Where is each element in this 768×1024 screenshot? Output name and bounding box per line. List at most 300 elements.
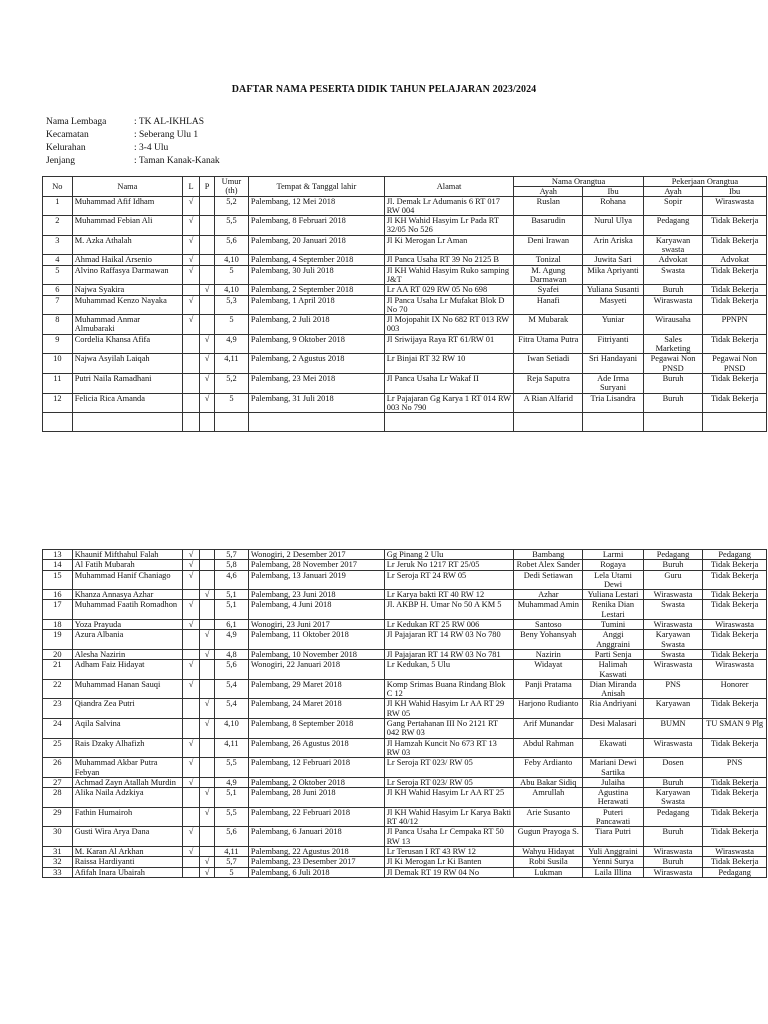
- cell-nama: Cordelia Khansa Afifa: [72, 334, 182, 354]
- cell-ayah: Fitra Utama Putra: [514, 334, 583, 354]
- cell-ttl: Palembang, 2 Juli 2018: [248, 315, 384, 335]
- cell-ibu: [583, 413, 644, 432]
- cell-no: 6: [43, 285, 73, 295]
- table-row: [43, 590, 767, 600]
- cell-no: 10: [43, 354, 73, 374]
- table-row: [43, 758, 767, 778]
- cell-no: 33: [43, 867, 73, 877]
- cell-no: 28: [43, 788, 73, 808]
- header-pekerjaan: Pekerjaan Orangtua: [643, 177, 766, 187]
- cell-pekerjaan-ibu: Tidak Bekerja: [703, 570, 767, 590]
- cell-l: [183, 649, 200, 659]
- table-row: [43, 354, 767, 374]
- cell-ibu: Lela Utami Dewi: [583, 570, 644, 590]
- cell-alamat: Jl Pajajaran RT 14 RW 03 No 780: [384, 630, 514, 650]
- cell-alamat: Lr Binjai RT 32 RW 10: [384, 354, 514, 374]
- cell-no: 5: [43, 265, 73, 285]
- cell-ibu: Halimah Kaswati: [583, 660, 644, 680]
- cell-nama: Azura Albania: [72, 630, 182, 650]
- info-value: : Taman Kanak-Kanak: [134, 156, 220, 166]
- cell-ttl: Palembang, 20 Januari 2018: [248, 235, 384, 255]
- cell-ttl: Palembang, 26 Agustus 2018: [248, 738, 384, 758]
- cell-nama: Muhammad Hanif Chaniago: [72, 570, 182, 590]
- info-row-kelurahan: [46, 142, 220, 155]
- cell-pekerjaan-ibu: PNS: [703, 758, 767, 778]
- cell-pekerjaan-ayah: Pedagang: [643, 550, 702, 560]
- cell-ttl: Palembang, 6 Januari 2018: [248, 827, 384, 847]
- table-row: [43, 334, 767, 354]
- cell-nama: Khanza Annasya Azhar: [72, 590, 182, 600]
- cell-alamat: Jl Sriwijaya Raya RT 61/RW 01: [384, 334, 514, 354]
- cell-ttl: Palembang, 24 Maret 2018: [248, 699, 384, 719]
- cell-alamat: Gang Pertahanan III No 2121 RT 042 RW 03: [384, 719, 514, 739]
- table-row: [43, 216, 767, 236]
- cell-p: [200, 570, 215, 590]
- cell-l: √: [183, 827, 200, 847]
- cell-ayah: Harjono Rudianto: [514, 699, 583, 719]
- cell-p: [200, 660, 215, 680]
- institution-info: [46, 116, 220, 168]
- cell-pekerjaan-ayah: Buruh: [643, 373, 702, 393]
- cell-pekerjaan-ibu: Wiraswasta: [703, 620, 767, 630]
- cell-p: [200, 738, 215, 758]
- cell-ayah: Bambang: [514, 550, 583, 560]
- cell-l: √: [183, 758, 200, 778]
- cell-ttl: Palembang, 2 September 2018: [248, 285, 384, 295]
- header-pekerjaan-ibu: Ibu: [703, 187, 767, 196]
- cell-pekerjaan-ayah: Karyawan Swasta: [643, 630, 702, 650]
- cell-ayah: Dedi Setiawan: [514, 570, 583, 590]
- cell-pekerjaan-ibu: [703, 413, 767, 432]
- cell-nama: Muhammad Kenzo Nayaka: [72, 295, 182, 315]
- cell-nama: Muhammad Hanan Sauqi: [72, 679, 182, 699]
- cell-no: 21: [43, 660, 73, 680]
- cell-no: 2: [43, 216, 73, 236]
- cell-nama: Yoza Prayuda: [72, 620, 182, 630]
- cell-alamat: [384, 413, 514, 432]
- cell-l: [183, 807, 200, 827]
- header-ibu: Ibu: [583, 187, 644, 196]
- cell-nama: Felicia Rica Amanda: [72, 393, 182, 413]
- cell-alamat: Jl Panca Usaha Lr Wakaf II: [384, 373, 514, 393]
- cell-ttl: Palembang, 4 Juni 2018: [248, 600, 384, 620]
- table-row: [43, 315, 767, 335]
- table-row: [43, 393, 767, 413]
- cell-pekerjaan-ayah: Dosen: [643, 758, 702, 778]
- cell-alamat: Jl Demak RT 19 RW 04 No: [384, 867, 514, 877]
- cell-alamat: Lr Kedukan, 5 Ulu: [384, 660, 514, 680]
- cell-ibu: Yuliana Susanti: [583, 285, 644, 295]
- cell-ttl: Palembang, 2 Oktober 2018: [248, 777, 384, 787]
- cell-p: [200, 235, 215, 255]
- cell-p: [200, 413, 215, 432]
- cell-pekerjaan-ayah: Swasta: [643, 265, 702, 285]
- cell-pekerjaan-ayah: Buruh: [643, 827, 702, 847]
- cell-no: 29: [43, 807, 73, 827]
- cell-pekerjaan-ibu: PPNPN: [703, 315, 767, 335]
- cell-pekerjaan-ayah: Swasta: [643, 649, 702, 659]
- table-row: [43, 679, 767, 699]
- cell-nama: Achmad Zayn Atallah Murdin: [72, 777, 182, 787]
- cell-ibu: Fitriyanti: [583, 334, 644, 354]
- cell-alamat: Lr Karya bakti RT 40 RW 12: [384, 590, 514, 600]
- cell-umur: 5,6: [214, 660, 248, 680]
- cell-p: [200, 827, 215, 847]
- cell-umur: 5: [214, 265, 248, 285]
- cell-ibu: Parti Senja: [583, 649, 644, 659]
- cell-umur: 4,11: [214, 846, 248, 856]
- cell-umur: 4,6: [214, 570, 248, 590]
- cell-pekerjaan-ibu: Pedagang: [703, 867, 767, 877]
- cell-p: [200, 216, 215, 236]
- cell-nama: M. Karan Al Arkhan: [72, 846, 182, 856]
- cell-umur: 5,7: [214, 550, 248, 560]
- cell-pekerjaan-ayah: Buruh: [643, 285, 702, 295]
- cell-pekerjaan-ayah: [643, 413, 702, 432]
- cell-ttl: Palembang, 28 November 2017: [248, 560, 384, 570]
- cell-ttl: Palembang, 31 Juli 2018: [248, 393, 384, 413]
- cell-ttl: Palembang, 13 Januari 2019: [248, 570, 384, 590]
- cell-ibu: Ekawati: [583, 738, 644, 758]
- cell-ayah: M. Agung Darmawan: [514, 265, 583, 285]
- cell-l: [183, 590, 200, 600]
- cell-l: √: [183, 255, 200, 265]
- table-row: [43, 699, 767, 719]
- cell-l: √: [183, 660, 200, 680]
- cell-alamat: Jl Ki Merogan Lr Aman: [384, 235, 514, 255]
- cell-pekerjaan-ibu: Tidak Bekerja: [703, 235, 767, 255]
- info-value: : TK AL-IKHLAS: [134, 117, 205, 127]
- cell-p: √: [200, 699, 215, 719]
- cell-p: [200, 315, 215, 335]
- cell-ttl: Wonogiri, 22 Januari 2018: [248, 660, 384, 680]
- cell-no: 16: [43, 590, 73, 600]
- cell-umur: 4,9: [214, 334, 248, 354]
- cell-nama: Muhammad Akbar Putra Febyan: [72, 758, 182, 778]
- cell-umur: 5,1: [214, 590, 248, 600]
- cell-ibu: Mika Apriyanti: [583, 265, 644, 285]
- cell-ayah: Amrullah: [514, 788, 583, 808]
- table-body-page1: [43, 196, 767, 432]
- table-row: [43, 827, 767, 847]
- table-row: [43, 660, 767, 680]
- cell-ibu: Ade Irma Suryani: [583, 373, 644, 393]
- cell-alamat: Lr Terusan I RT 43 RW 12: [384, 846, 514, 856]
- cell-ttl: Palembang, 8 September 2018: [248, 719, 384, 739]
- cell-ibu: Tiara Putri: [583, 827, 644, 847]
- cell-pekerjaan-ibu: Tidak Bekerja: [703, 630, 767, 650]
- cell-umur: 6,1: [214, 620, 248, 630]
- table-row: [43, 265, 767, 285]
- cell-ayah: Iwan Setiadi: [514, 354, 583, 374]
- table-row: [43, 807, 767, 827]
- cell-pekerjaan-ayah: Wiraswasta: [643, 620, 702, 630]
- cell-alamat: Gg Pinang 2 Ulu: [384, 550, 514, 560]
- cell-nama: Muhammad Anmar Almubaraki: [72, 315, 182, 335]
- cell-ibu: Tumini: [583, 620, 644, 630]
- cell-umur: 4,10: [214, 285, 248, 295]
- cell-nama: Afifah Inara Ubairah: [72, 867, 182, 877]
- table-row: [43, 570, 767, 590]
- cell-no: 12: [43, 393, 73, 413]
- cell-ttl: Palembang, 8 Februari 2018: [248, 216, 384, 236]
- cell-pekerjaan-ayah: Buruh: [643, 777, 702, 787]
- cell-umur: 5,8: [214, 560, 248, 570]
- cell-p: √: [200, 857, 215, 867]
- table-row: [43, 620, 767, 630]
- cell-pekerjaan-ibu: Tidak Bekerja: [703, 285, 767, 295]
- cell-umur: 4,11: [214, 738, 248, 758]
- cell-alamat: Lr Jeruk No 1217 RT 25/05: [384, 560, 514, 570]
- cell-nama: Ahmad Haikal Arsenio: [72, 255, 182, 265]
- cell-pekerjaan-ibu: Tidak Bekerja: [703, 600, 767, 620]
- cell-alamat: Jl Hamzah Kuncit No 673 RT 13 RW 03: [384, 738, 514, 758]
- cell-ttl: Wonogiri, 23 Juni 2017: [248, 620, 384, 630]
- cell-alamat: Lr Seroja RT 023/ RW 05: [384, 758, 514, 778]
- cell-p: [200, 758, 215, 778]
- cell-pekerjaan-ibu: Pedagang: [703, 550, 767, 560]
- table-row: [43, 235, 767, 255]
- table-row: [43, 777, 767, 787]
- cell-no: 1: [43, 196, 73, 216]
- cell-pekerjaan-ibu: Wiraswasta: [703, 196, 767, 216]
- cell-p: [200, 265, 215, 285]
- cell-pekerjaan-ayah: Advokat: [643, 255, 702, 265]
- cell-ibu: Larmi: [583, 550, 644, 560]
- cell-pekerjaan-ibu: Tidak Bekerja: [703, 393, 767, 413]
- cell-pekerjaan-ayah: Wiraswasta: [643, 738, 702, 758]
- cell-ttl: Palembang, 23 Juni 2018: [248, 590, 384, 600]
- table-row: [43, 867, 767, 877]
- cell-p: [200, 295, 215, 315]
- cell-nama: Aqila Salvina: [72, 719, 182, 739]
- cell-nama: Muhammad Febian Ali: [72, 216, 182, 236]
- cell-no: 4: [43, 255, 73, 265]
- cell-p: [200, 196, 215, 216]
- cell-p: √: [200, 630, 215, 650]
- cell-pekerjaan-ibu: TU SMAN 9 Plg: [703, 719, 767, 739]
- cell-l: [183, 373, 200, 393]
- cell-no: 19: [43, 630, 73, 650]
- cell-ayah: Syafei: [514, 285, 583, 295]
- cell-nama: Gusti Wira Arya Dana: [72, 827, 182, 847]
- cell-nama: Muhammad Faatih Romadhon: [72, 600, 182, 620]
- info-row-jenjang: [46, 155, 220, 168]
- cell-l: [183, 630, 200, 650]
- cell-p: [200, 550, 215, 560]
- cell-alamat: Jl Ki Merogan Lr Ki Banten: [384, 857, 514, 867]
- cell-alamat: Jl. AKBP H. Umar No 50 A KM 5: [384, 600, 514, 620]
- cell-ayah: Muhammad Amin: [514, 600, 583, 620]
- cell-pekerjaan-ibu: Tidak Bekerja: [703, 827, 767, 847]
- cell-umur: 4,9: [214, 630, 248, 650]
- table-row: [43, 630, 767, 650]
- cell-l: √: [183, 600, 200, 620]
- cell-ttl: Palembang, 11 Oktober 2018: [248, 630, 384, 650]
- cell-no: 27: [43, 777, 73, 787]
- cell-ttl: Palembang, 12 Mei 2018: [248, 196, 384, 216]
- table-row: [43, 285, 767, 295]
- cell-pekerjaan-ibu: Tidak Bekerja: [703, 590, 767, 600]
- cell-p: √: [200, 334, 215, 354]
- cell-ttl: Palembang, 23 Desember 2017: [248, 857, 384, 867]
- cell-pekerjaan-ibu: Wiraswasta: [703, 660, 767, 680]
- cell-nama: Najwa Syakira: [72, 285, 182, 295]
- cell-ayah: Reja Saputra: [514, 373, 583, 393]
- header-ayah: Ayah: [514, 187, 583, 196]
- cell-nama: Rais Dzaky Alhafizh: [72, 738, 182, 758]
- cell-alamat: Lr AA RT 029 RW 05 No 698: [384, 285, 514, 295]
- cell-no: 30: [43, 827, 73, 847]
- cell-pekerjaan-ibu: Tidak Bekerja: [703, 788, 767, 808]
- cell-no: 32: [43, 857, 73, 867]
- cell-l: [183, 719, 200, 739]
- cell-umur: 4,11: [214, 354, 248, 374]
- cell-pekerjaan-ayah: Wiraswasta: [643, 846, 702, 856]
- cell-nama: Muhammad Afif Idham: [72, 196, 182, 216]
- cell-pekerjaan-ayah: Karyawan: [643, 699, 702, 719]
- cell-pekerjaan-ayah: Pedagang: [643, 216, 702, 236]
- cell-ibu: Rohana: [583, 196, 644, 216]
- cell-umur: 4,9: [214, 777, 248, 787]
- cell-alamat: Lr Seroja RT 023/ RW 05: [384, 777, 514, 787]
- cell-no: 25: [43, 738, 73, 758]
- cell-p: [200, 600, 215, 620]
- cell-ttl: Palembang, 2 Agustus 2018: [248, 354, 384, 374]
- cell-pekerjaan-ayah: Guru: [643, 570, 702, 590]
- cell-nama: Putri Naila Ramadhani: [72, 373, 182, 393]
- cell-l: [183, 857, 200, 867]
- cell-ttl: Palembang, 28 Juni 2018: [248, 788, 384, 808]
- cell-umur: 5,2: [214, 196, 248, 216]
- cell-no: 14: [43, 560, 73, 570]
- cell-no: 23: [43, 699, 73, 719]
- cell-ayah: Nazirin: [514, 649, 583, 659]
- cell-nama: Alika Naila Adzkiya: [72, 788, 182, 808]
- cell-p: [200, 846, 215, 856]
- cell-ayah: Deni Irawan: [514, 235, 583, 255]
- cell-ibu: Masyeti: [583, 295, 644, 315]
- header-orangtua: Nama Orangtua: [514, 177, 644, 187]
- header-no: No: [43, 177, 73, 197]
- cell-l: √: [183, 216, 200, 236]
- cell-p: [200, 255, 215, 265]
- cell-nama: Alesha Nazirin: [72, 649, 182, 659]
- cell-pekerjaan-ayah: Wiraswasta: [643, 867, 702, 877]
- cell-ibu: Yenni Surya: [583, 857, 644, 867]
- cell-no: [43, 413, 73, 432]
- cell-pekerjaan-ibu: Tidak Bekerja: [703, 216, 767, 236]
- cell-p: √: [200, 807, 215, 827]
- info-label: Nama Lembaga: [46, 117, 107, 127]
- cell-ttl: Palembang, 29 Maret 2018: [248, 679, 384, 699]
- table-row: [43, 649, 767, 659]
- cell-ttl: Palembang, 22 Februari 2018: [248, 807, 384, 827]
- cell-umur: 5,1: [214, 600, 248, 620]
- cell-ibu: Juwita Sari: [583, 255, 644, 265]
- cell-l: √: [183, 738, 200, 758]
- cell-ibu: Renika Dian Lestari: [583, 600, 644, 620]
- cell-umur: 5: [214, 393, 248, 413]
- cell-l: [183, 867, 200, 877]
- cell-alamat: Jl KH Wahid Hasyim Lr AA RT 25: [384, 788, 514, 808]
- cell-no: 9: [43, 334, 73, 354]
- cell-pekerjaan-ibu: Tidak Bekerja: [703, 649, 767, 659]
- cell-p: [200, 560, 215, 570]
- cell-ttl: Palembang, 23 Mei 2018: [248, 373, 384, 393]
- cell-nama: Najwa Asyilah Laiqah: [72, 354, 182, 374]
- cell-no: 22: [43, 679, 73, 699]
- cell-alamat: Komp Srimas Buana Rindang Blok C 12: [384, 679, 514, 699]
- cell-umur: 5,4: [214, 679, 248, 699]
- cell-pekerjaan-ibu: Advokat: [703, 255, 767, 265]
- cell-l: [183, 354, 200, 374]
- cell-alamat: Jl KH Wahid Hasyim Lr Pada RT 32/05 No 526: [384, 216, 514, 236]
- cell-pekerjaan-ayah: Wiraswasta: [643, 660, 702, 680]
- cell-ayah: Feby Ardianto: [514, 758, 583, 778]
- cell-ayah: Ruslan: [514, 196, 583, 216]
- cell-pekerjaan-ibu: Honorer: [703, 679, 767, 699]
- cell-pekerjaan-ayah: Karyawan swasta: [643, 235, 702, 255]
- cell-ibu: Sri Handayani: [583, 354, 644, 374]
- info-row-lembaga: [46, 116, 220, 129]
- table-body-page2: [43, 550, 767, 878]
- student-table-page1: [42, 176, 767, 432]
- header-umur: Umur (th): [214, 177, 248, 197]
- cell-nama: Khaunif Mifthahul Falah: [72, 550, 182, 560]
- cell-alamat: Jl Panca Usaha RT 39 No 2125 B: [384, 255, 514, 265]
- cell-no: 11: [43, 373, 73, 393]
- cell-ayah: [514, 413, 583, 432]
- cell-umur: 4,10: [214, 719, 248, 739]
- cell-umur: 5,6: [214, 827, 248, 847]
- cell-ayah: Santoso: [514, 620, 583, 630]
- cell-pekerjaan-ayah: Buruh: [643, 857, 702, 867]
- cell-p: √: [200, 354, 215, 374]
- cell-no: 3: [43, 235, 73, 255]
- cell-ttl: Palembang, 1 April 2018: [248, 295, 384, 315]
- cell-alamat: Jl KH Wahid Hasyim Ruko samping J&T: [384, 265, 514, 285]
- cell-alamat: Jl Panca Usaha Lr Mufakat Blok D No 70: [384, 295, 514, 315]
- cell-l: √: [183, 846, 200, 856]
- cell-pekerjaan-ibu: Tidak Bekerja: [703, 295, 767, 315]
- cell-p: [200, 679, 215, 699]
- cell-ttl: Palembang, 30 Juli 2018: [248, 265, 384, 285]
- header-nama: Nama: [72, 177, 182, 197]
- cell-ibu: Yuli Anggraini: [583, 846, 644, 856]
- cell-ttl: Wonogiri, 2 Desember 2017: [248, 550, 384, 560]
- cell-nama: Qiandra Zea Putri: [72, 699, 182, 719]
- cell-nama: Fathin Humairoh: [72, 807, 182, 827]
- cell-ayah: Robi Susila: [514, 857, 583, 867]
- cell-umur: 5,4: [214, 699, 248, 719]
- cell-ayah: Hanafi: [514, 295, 583, 315]
- cell-ibu: Agustina Herawati: [583, 788, 644, 808]
- cell-pekerjaan-ayah: Pegawai Non PNSD: [643, 354, 702, 374]
- cell-ayah: Basarudin: [514, 216, 583, 236]
- cell-l: √: [183, 196, 200, 216]
- cell-no: 15: [43, 570, 73, 590]
- cell-alamat: Jl KH Wahid Hasyim Lr AA RT 29 RW 05: [384, 699, 514, 719]
- cell-ttl: Palembang, 22 Agustus 2018: [248, 846, 384, 856]
- cell-no: 17: [43, 600, 73, 620]
- header-l: L: [183, 177, 200, 197]
- cell-umur: [214, 413, 248, 432]
- student-table-page2: [42, 549, 767, 878]
- cell-nama: M. Azka Athalah: [72, 235, 182, 255]
- cell-umur: 5,2: [214, 373, 248, 393]
- cell-nama: Alvino Raffasya Darmawan: [72, 265, 182, 285]
